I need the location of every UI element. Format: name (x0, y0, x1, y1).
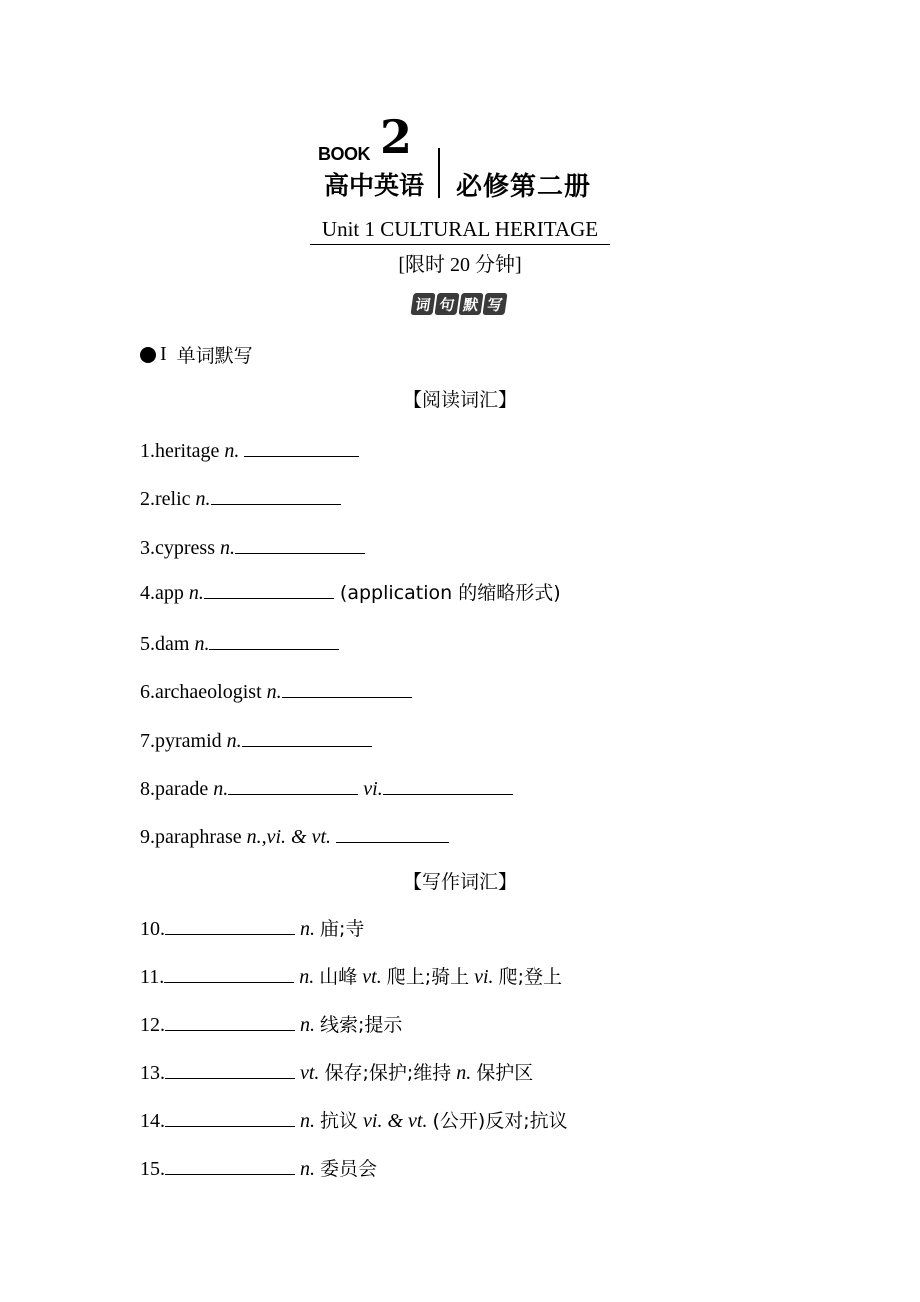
item-pos: vt. (362, 966, 382, 988)
item-word: archaeologist (155, 681, 262, 703)
item-word: heritage (155, 440, 220, 462)
item-meaning: 山峰 (319, 966, 358, 988)
answer-blank[interactable] (383, 774, 513, 795)
item-pos: vi. & vt. (363, 1110, 428, 1132)
item-pos: n.,vi. & vt. (246, 826, 332, 848)
item-number: 10. (140, 918, 165, 940)
item-number: 11. (140, 966, 165, 988)
unit-title: Unit 1 CULTURAL HERITAGE (310, 217, 610, 245)
writing-vocab-item (140, 1106, 568, 1134)
answer-blank[interactable] (211, 484, 341, 505)
item-meaning: (公开)反对;抗议 (432, 1110, 568, 1132)
writing-vocab-heading: 【写作词汇】 (402, 871, 517, 893)
writing-vocab-item (140, 1010, 402, 1038)
item-meaning: 爬上;骑上 (386, 966, 470, 988)
item-number: 5. (140, 633, 155, 655)
section-heading (140, 341, 253, 368)
answer-blank[interactable] (282, 677, 412, 698)
item-pos: n. (226, 730, 242, 752)
answer-blank[interactable] (209, 629, 339, 650)
section-number: I (160, 343, 167, 365)
item-pos: n. (299, 966, 315, 988)
item-meaning: 抗议 (320, 1110, 359, 1132)
reading-vocab-item (140, 436, 359, 464)
item-number: 4. (140, 582, 155, 604)
answer-blank[interactable] (165, 1058, 295, 1079)
item-word: relic (155, 488, 191, 510)
logo-book-number: 2 (380, 110, 413, 164)
item-word: parade (155, 778, 209, 800)
item-meaning: 委员会 (320, 1158, 378, 1180)
item-word: paraphrase (155, 826, 242, 848)
item-number: 7. (140, 730, 155, 752)
reading-vocab-item (140, 822, 449, 850)
writing-vocab-item (140, 1154, 377, 1182)
bullet-icon (140, 347, 156, 363)
reading-vocab-item (140, 677, 412, 705)
item-number: 1. (140, 440, 155, 462)
item-note: (application 的缩略形式) (333, 582, 561, 604)
item-pos: n. (188, 582, 204, 604)
logo-volume: 必修第二册 (456, 172, 592, 202)
answer-blank[interactable] (165, 1154, 295, 1175)
item-word: pyramid (155, 730, 222, 752)
item-pos: n. (300, 1110, 315, 1132)
answer-blank[interactable] (242, 726, 372, 747)
item-number: 6. (140, 681, 155, 703)
reading-vocab-heading: 【阅读词汇】 (402, 389, 517, 411)
item-number: 9. (140, 826, 155, 848)
item-pos: vt. (300, 1062, 320, 1084)
item-number: 13. (140, 1062, 165, 1084)
badge-char: 默 (458, 293, 483, 315)
logo-book-word: BOOK (318, 144, 370, 164)
item-pos-2: vi. (363, 778, 383, 800)
badge-char: 写 (482, 293, 507, 315)
item-meaning: 保存;保护;维持 (324, 1062, 452, 1084)
book-logo (318, 110, 608, 202)
answer-blank[interactable] (336, 822, 449, 843)
item-meaning: 保护区 (476, 1062, 534, 1084)
reading-vocab-item (140, 629, 339, 657)
answer-blank[interactable] (165, 1010, 295, 1031)
answer-blank[interactable] (164, 962, 294, 983)
logo-divider (438, 148, 440, 198)
item-word: dam (155, 633, 190, 655)
reading-vocab-item (140, 533, 365, 561)
time-limit: [限时 20 分钟] (398, 254, 522, 276)
reading-vocab-item (140, 484, 341, 512)
answer-blank[interactable] (228, 774, 358, 795)
reading-vocab-item (140, 726, 372, 754)
item-pos: n. (300, 918, 315, 940)
answer-blank[interactable] (244, 436, 359, 457)
answer-blank[interactable] (235, 533, 365, 554)
item-pos: n. (213, 778, 229, 800)
item-number: 3. (140, 537, 155, 559)
item-word: app (155, 582, 184, 604)
item-pos: n. (456, 1062, 472, 1084)
item-number: 14. (140, 1110, 165, 1132)
item-pos: n. (224, 440, 240, 462)
exercise-badge (412, 293, 506, 315)
item-meaning: 爬;登上 (498, 966, 562, 988)
item-meaning: 庙;寺 (320, 918, 365, 940)
item-pos: n. (300, 1158, 315, 1180)
answer-blank[interactable] (204, 578, 334, 599)
answer-blank[interactable] (165, 914, 295, 935)
item-number: 2. (140, 488, 155, 510)
badge-char: 词 (410, 293, 435, 315)
item-number: 8. (140, 778, 155, 800)
section-title: 单词默写 (176, 345, 253, 367)
badge-char: 句 (434, 293, 459, 315)
item-number: 15. (140, 1158, 165, 1180)
writing-vocab-item (140, 914, 364, 942)
item-meaning: 线索;提示 (320, 1014, 403, 1036)
item-pos: n. (194, 633, 210, 655)
answer-blank[interactable] (165, 1106, 295, 1127)
item-pos: n. (219, 537, 235, 559)
item-number: 12. (140, 1014, 165, 1036)
writing-vocab-item (140, 962, 562, 990)
item-pos: vi. (474, 966, 494, 988)
logo-subject: 高中英语 (324, 171, 425, 200)
item-pos: n. (195, 488, 211, 510)
item-pos: n. (266, 681, 282, 703)
reading-vocab-item (140, 774, 513, 802)
writing-vocab-item (140, 1058, 533, 1086)
reading-vocab-item (140, 578, 561, 606)
item-pos: n. (300, 1014, 315, 1036)
item-word: cypress (155, 537, 215, 559)
